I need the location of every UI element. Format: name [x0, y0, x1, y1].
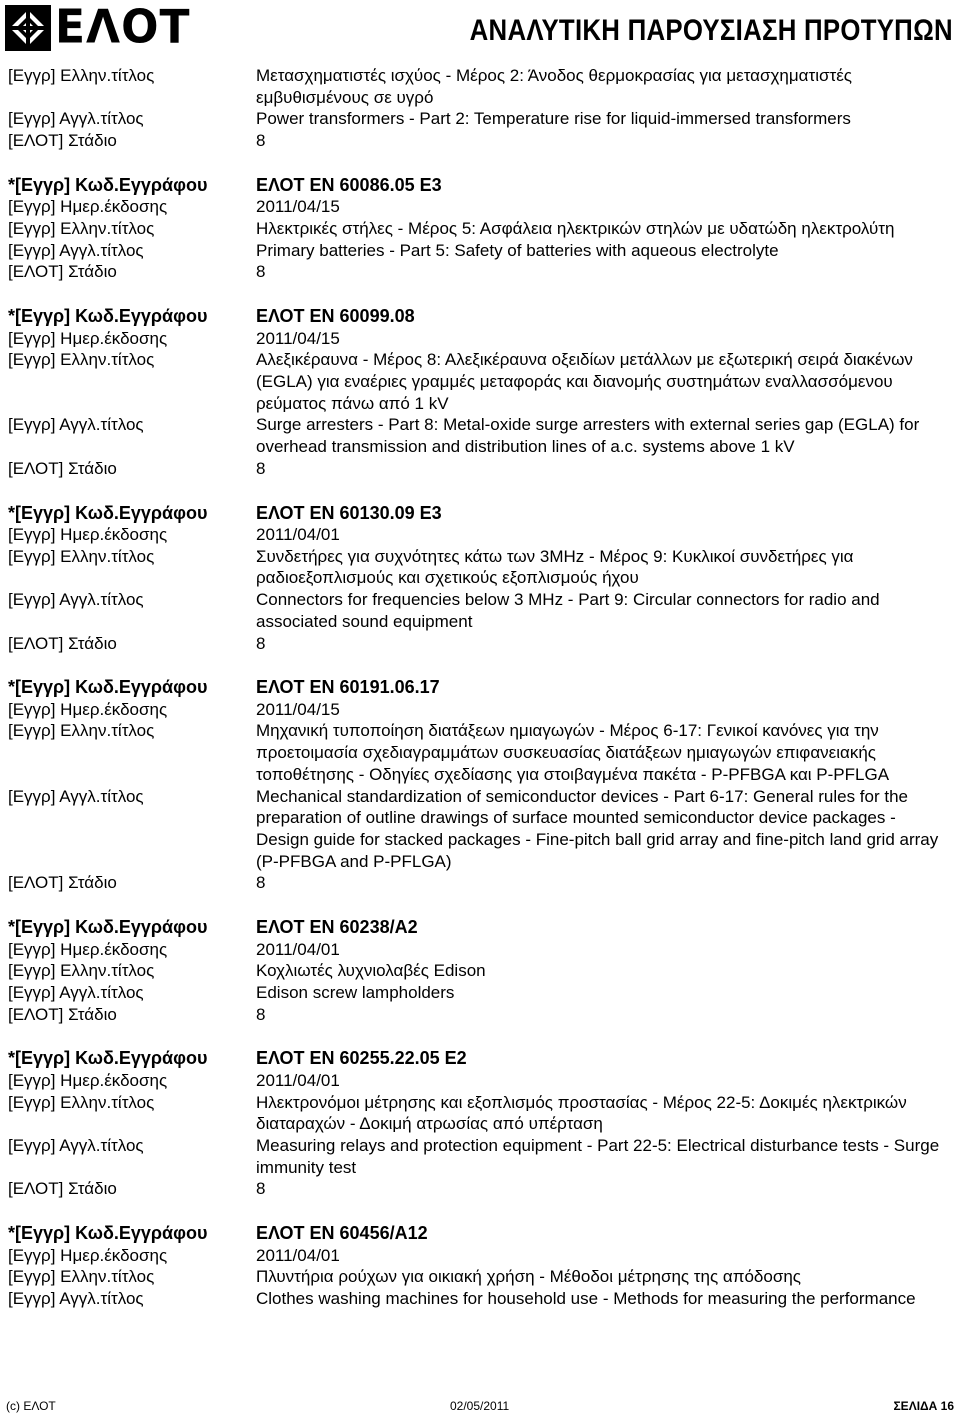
standards-list	[8, 65, 952, 1310]
greek-title-label: [Εγγρ] Ελλην.τίτλος	[8, 546, 155, 566]
issue-date-row	[8, 524, 952, 546]
document-code-label: *[Εγγρ] Κωδ.Εγγράφου	[8, 677, 208, 698]
stage-value: 8	[256, 873, 266, 893]
english-title-value: Clothes washing machines for household use - Methods for measuring the performance	[256, 1289, 916, 1309]
english-title-row	[8, 1135, 952, 1178]
standard-entry	[8, 1222, 952, 1310]
document-code-row	[8, 1222, 952, 1245]
standard-entry	[8, 1047, 952, 1200]
document-code-label: *[Εγγρ] Κωδ.Εγγράφου	[8, 1223, 208, 1244]
stage-label: [ΕΛΟΤ] Στάδιο	[8, 1004, 117, 1024]
document-code-value: ΕΛΟΤ EN 60238/A2	[256, 917, 418, 938]
document-code-value: ΕΛΟΤ EN 60086.05 E3	[256, 174, 442, 195]
logo-text: ΕΛΟΤ	[55, 0, 191, 55]
greek-title-row	[8, 65, 952, 108]
document-code-label: *[Εγγρ] Κωδ.Εγγράφου	[8, 502, 208, 523]
issue-date-label: [Εγγρ] Ημερ.έκδοσης	[8, 328, 168, 348]
document-code-row	[8, 676, 952, 699]
english-title-value: Measuring relays and protection equipment - Part 22-5: Electrical disturbance tests - Surge immunity test	[256, 1136, 940, 1177]
english-title-label: [Εγγρ] Αγγλ.τίτλος	[8, 786, 144, 806]
greek-title-value: Ηλεκτρικές στήλες - Μέρος 5: Ασφάλεια ηλεκτρικών στηλών με υδατώδη ηλεκτρολύτη	[256, 219, 895, 239]
english-title-value: Primary batteries - Part 5: Safety of batteries with aqueous electrolyte	[256, 240, 779, 260]
document-code-row	[8, 502, 952, 525]
issue-date-label: [Εγγρ] Ημερ.έκδοσης	[8, 939, 168, 959]
standard-entry	[8, 916, 952, 1025]
stage-value: 8	[256, 131, 266, 151]
greek-title-value: Κοχλιωτές λυχνιολαβές Edison	[256, 961, 486, 981]
issue-date-row	[8, 328, 952, 350]
issue-date-row	[8, 699, 952, 721]
stage-value: 8	[256, 1004, 266, 1024]
english-title-row	[8, 589, 952, 632]
english-title-row	[8, 414, 952, 457]
english-title-row	[8, 1288, 952, 1310]
english-title-row	[8, 108, 952, 130]
english-title-label: [Εγγρ] Αγγλ.τίτλος	[8, 415, 144, 435]
greek-title-value: Συνδετήρες για συχνότητες κάτω των 3MHz - Μέρος 9: Κυκλικοί συνδετήρες για ραδιοεξοπλισμούς και σχετικούς εξοπλισμούς ήχου	[256, 546, 854, 588]
issue-date-label: [Εγγρ] Ημερ.έκδοσης	[8, 699, 168, 719]
issue-date-label: [Εγγρ] Ημερ.έκδοσης	[8, 1070, 168, 1090]
greek-title-value: Αλεξικέραυνα - Μέρος 8: Αλεξικέραυνα οξειδίων μετάλλων με εξωτερική σειρά διακένων (EGLA) για εναέριες γραμμές μεταφοράς και διανομής συστημάτων εναλλασσόμενου ρεύματος πάνω από 1 kV	[256, 350, 913, 413]
greek-title-label: [Εγγρ] Ελλην.τίτλος	[8, 350, 155, 370]
elot-logo	[5, 0, 191, 55]
stage-label: [ΕΛΟΤ] Στάδιο	[8, 131, 117, 151]
stage-label: [ΕΛΟΤ] Στάδιο	[8, 1179, 117, 1199]
document-code-value: ΕΛΟΤ EN 60130.09 E3	[256, 502, 442, 523]
standard-entry	[8, 676, 952, 894]
stage-label: [ΕΛΟΤ] Στάδιο	[8, 873, 117, 893]
english-title-row	[8, 240, 952, 262]
stage-row	[8, 130, 952, 152]
english-title-row	[8, 786, 952, 873]
english-title-label: [Εγγρ] Αγγλ.τίτλος	[8, 1136, 144, 1156]
standard-entry	[8, 174, 952, 283]
greek-title-label: [Εγγρ] Ελλην.τίτλος	[8, 1267, 155, 1287]
greek-title-label: [Εγγρ] Ελλην.τίτλος	[8, 1092, 155, 1112]
page-heading: ΑΝΑΛΥΤΙΚΗ ΠΑΡΟΥΣΙΑΣΗ ΠΡΟΤΥΠΩΝ	[469, 14, 953, 47]
greek-title-value: Μετασχηματιστές ισχύος - Μέρος 2: Άνοδος θερμοκρασίας για μετασχηματιστές εμβυθισμένους σε υγρό	[256, 66, 852, 107]
stage-row	[8, 458, 952, 480]
issue-date-label: [Εγγρ] Ημερ.έκδοσης	[8, 1245, 168, 1265]
issue-date-value: 2011/04/15	[256, 699, 340, 719]
document-code-value: ΕΛΟΤ EN 60099.08	[256, 306, 415, 327]
issue-date-row	[8, 196, 952, 218]
stage-value: 8	[256, 633, 266, 653]
issue-date-value: 2011/04/01	[256, 1070, 340, 1090]
elot-emblem-icon	[5, 5, 51, 51]
page-footer	[6, 1398, 954, 1414]
english-title-label: [Εγγρ] Αγγλ.τίτλος	[8, 1289, 144, 1309]
greek-title-label: [Εγγρ] Ελλην.τίτλος	[8, 721, 155, 741]
english-title-value: Edison screw lampholders	[256, 983, 455, 1002]
issue-date-row	[8, 1070, 952, 1092]
stage-label: [ΕΛΟΤ] Στάδιο	[8, 458, 117, 478]
standard-entry	[8, 305, 952, 479]
stage-value: 8	[256, 458, 266, 478]
stage-label: [ΕΛΟΤ] Στάδιο	[8, 262, 117, 282]
stage-row	[8, 633, 952, 655]
greek-title-row	[8, 1092, 952, 1135]
document-code-label: *[Εγγρ] Κωδ.Εγγράφου	[8, 306, 208, 327]
english-title-label: [Εγγρ] Αγγλ.τίτλος	[8, 240, 144, 260]
english-title-value: Connectors for frequencies below 3 MHz - Part 9: Circular connectors for radio and associated sound equipment	[256, 590, 880, 631]
stage-value: 8	[256, 262, 266, 282]
greek-title-row	[8, 349, 952, 414]
footer-date: 02/05/2011	[450, 1399, 510, 1413]
document-code-value: ΕΛΟΤ EN 60191.06.17	[256, 677, 440, 698]
document-code-row	[8, 1047, 952, 1070]
english-title-value: Power transformers - Part 2: Temperature rise for liquid-immersed transformers	[256, 109, 851, 129]
issue-date-label: [Εγγρ] Ημερ.έκδοσης	[8, 197, 168, 217]
document-code-label: *[Εγγρ] Κωδ.Εγγράφου	[8, 174, 208, 195]
standard-entry	[8, 65, 952, 152]
english-title-value: Mechanical standardization of semiconductor devices - Part 6-17: General rules for the preparation of outline drawings of surface mounted semiconductor device packages - Design guide for stacked packages - Fine-pitch ball grid array and fine-pitch land grid array (P-PFBGA and P-PFLGA)	[256, 786, 939, 871]
issue-date-value: 2011/04/15	[256, 197, 340, 217]
document-code-row	[8, 916, 952, 939]
stage-row	[8, 261, 952, 283]
issue-date-value: 2011/04/01	[256, 939, 340, 959]
document-code-label: *[Εγγρ] Κωδ.Εγγράφου	[8, 1048, 208, 1069]
greek-title-value: Πλυντήρια ρούχων για οικιακή χρήση - Μέθοδοι μέτρησης της απόδοσης	[256, 1267, 801, 1287]
issue-date-row	[8, 1245, 952, 1267]
stage-row	[8, 872, 952, 894]
greek-title-label: [Εγγρ] Ελλην.τίτλος	[8, 219, 155, 239]
document-code-value: ΕΛΟΤ EN 60456/A12	[256, 1223, 428, 1244]
greek-title-row	[8, 1266, 952, 1288]
greek-title-label: [Εγγρ] Ελλην.τίτλος	[8, 961, 155, 981]
stage-value: 8	[256, 1179, 266, 1199]
greek-title-value: Ηλεκτρονόμοι μέτρησης και εξοπλισμός προστασίας - Μέρος 22-5: Δοκιμές ηλεκτρικών διαταραχών - Δοκιμή ατρωσίας από υπέρταση	[256, 1092, 907, 1134]
stage-label: [ΕΛΟΤ] Στάδιο	[8, 633, 117, 653]
document-code-value: ΕΛΟΤ EN 60255.22.05 E2	[256, 1048, 467, 1069]
page-number: ΣΕΛΙΔΑ 16	[893, 1399, 954, 1413]
copyright-text: (c) ΕΛΟΤ	[6, 1399, 56, 1413]
document-code-label: *[Εγγρ] Κωδ.Εγγράφου	[8, 917, 208, 938]
document-code-row	[8, 174, 952, 197]
english-title-label: [Εγγρ] Αγγλ.τίτλος	[8, 590, 144, 610]
greek-title-row	[8, 218, 952, 240]
stage-row	[8, 1004, 952, 1026]
page-header	[0, 0, 960, 62]
stage-row	[8, 1178, 952, 1200]
issue-date-value: 2011/04/01	[256, 525, 340, 545]
greek-title-label: [Εγγρ] Ελλην.τίτλος	[8, 66, 155, 85]
standard-entry	[8, 502, 952, 655]
english-title-row	[8, 982, 952, 1004]
english-title-label: [Εγγρ] Αγγλ.τίτλος	[8, 109, 144, 129]
english-title-value: Surge arresters - Part 8: Metal-oxide surge arresters with external series gap (EGLA) for overhead transmission and distribution lines of a.c. systems above 1 kV	[256, 415, 920, 457]
document-code-row	[8, 305, 952, 328]
greek-title-row	[8, 720, 952, 785]
issue-date-label: [Εγγρ] Ημερ.έκδοσης	[8, 525, 168, 545]
issue-date-value: 2011/04/01	[256, 1245, 340, 1265]
greek-title-row	[8, 546, 952, 589]
issue-date-row	[8, 939, 952, 961]
greek-title-value: Μηχανική τυποποίηση διατάξεων ημιαγωγών - Μέρος 6-17: Γενικοί κανόνες για την προετοιμασία σχεδιαγραμμάτων συσκευασίας διατάξεων ημιαγωγών επιφανειακής τοποθέτησης - Οδηγίες σχεδίασης για στοιβαγμένα πακέτα - P-PFBGA και P-PFLGA	[256, 721, 890, 784]
issue-date-value: 2011/04/15	[256, 328, 340, 348]
greek-title-row	[8, 960, 952, 982]
english-title-label: [Εγγρ] Αγγλ.τίτλος	[8, 983, 144, 1002]
